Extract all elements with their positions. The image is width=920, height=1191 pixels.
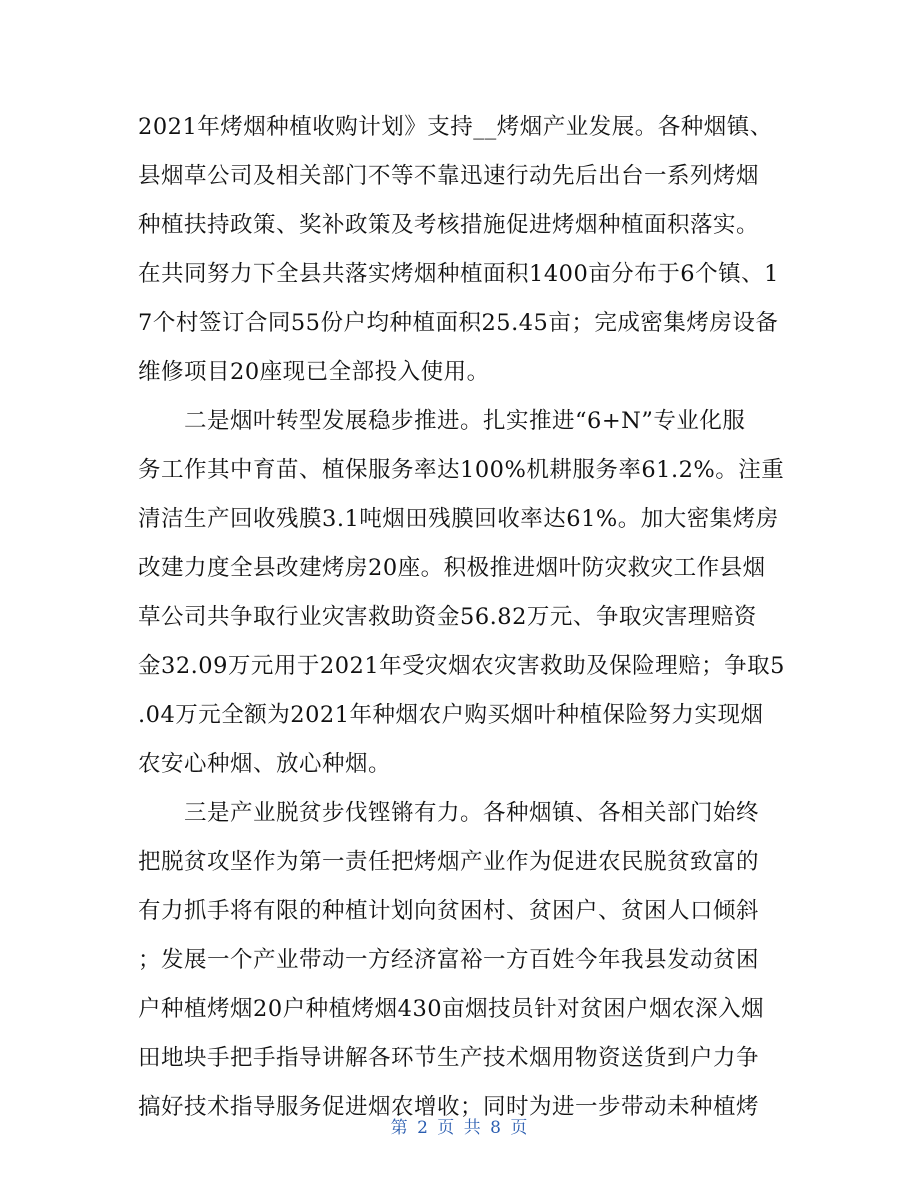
page-number-footer: 第 2 页 共 8 页	[390, 1118, 530, 1138]
text-line: 农安心种烟、放心种烟。	[138, 751, 392, 777]
text-line: 2021年烤烟种植收购计划》支持__烤烟产业发展。各种烟镇、	[138, 114, 773, 140]
text-line: 金32.09万元用于2021年受灾烟农灾害救助及保险理赔；争取5	[138, 653, 785, 679]
text-line: 改建力度全县改建烤房20座。积极推进烟叶防灾救灾工作县烟	[138, 555, 766, 581]
text-line: .04万元全额为2021年种烟农户购买烟叶种植保险努力实现烟	[138, 702, 764, 728]
text-line: ；发展一个产业带动一方经济富裕一方百姓今年我县发动贫困	[138, 947, 760, 973]
text-line: 维修项目20座现已全部投入使用。	[138, 359, 490, 385]
text-line: 在共同努力下全县共落实烤烟种植面积1400亩分布于6个镇、1	[138, 261, 779, 287]
text-line: 7个村签订合同55份户均种植面积25.45亩；完成密集烤房设备	[138, 310, 779, 336]
text-line: 有力抓手将有限的种植计划向贫困村、贫困户、贫困人口倾斜	[138, 898, 760, 924]
text-line: 三是产业脱贫步伐铿锵有力。各种烟镇、各相关部门始终	[138, 800, 760, 826]
text-line: 搞好技术指导服务促进烟农增收；同时为进一步带动未种植烤	[138, 1094, 760, 1120]
text-line: 户种植烤烟20户种植烤烟430亩烟技员针对贫困户烟农深入烟	[138, 996, 765, 1022]
text-line: 草公司共争取行业灾害救助资金56.82万元、争取灾害理赔资	[138, 604, 757, 630]
text-line: 清洁生产回收残膜3.1吨烟田残膜回收率达61%。加大密集烤房	[138, 506, 779, 532]
text-line: 田地块手把手指导讲解各环节生产技术烟用物资送货到户力争	[138, 1045, 760, 1071]
text-line: 务工作其中育苗、植保服务率达100%机耕服务率61.2%。注重	[138, 457, 785, 483]
text-line: 县烟草公司及相关部门不等不靠迅速行动先后出台一系列烤烟	[138, 163, 760, 189]
text-line: 二是烟叶转型发展稳步推进。扎实推进“6+N”专业化服	[138, 408, 746, 434]
text-line: 种植扶持政策、奖补政策及考核措施促进烤烟种植面积落实。	[138, 212, 760, 238]
text-line: 把脱贫攻坚作为第一责任把烤烟产业作为促进农民脱贫致富的	[138, 849, 760, 875]
